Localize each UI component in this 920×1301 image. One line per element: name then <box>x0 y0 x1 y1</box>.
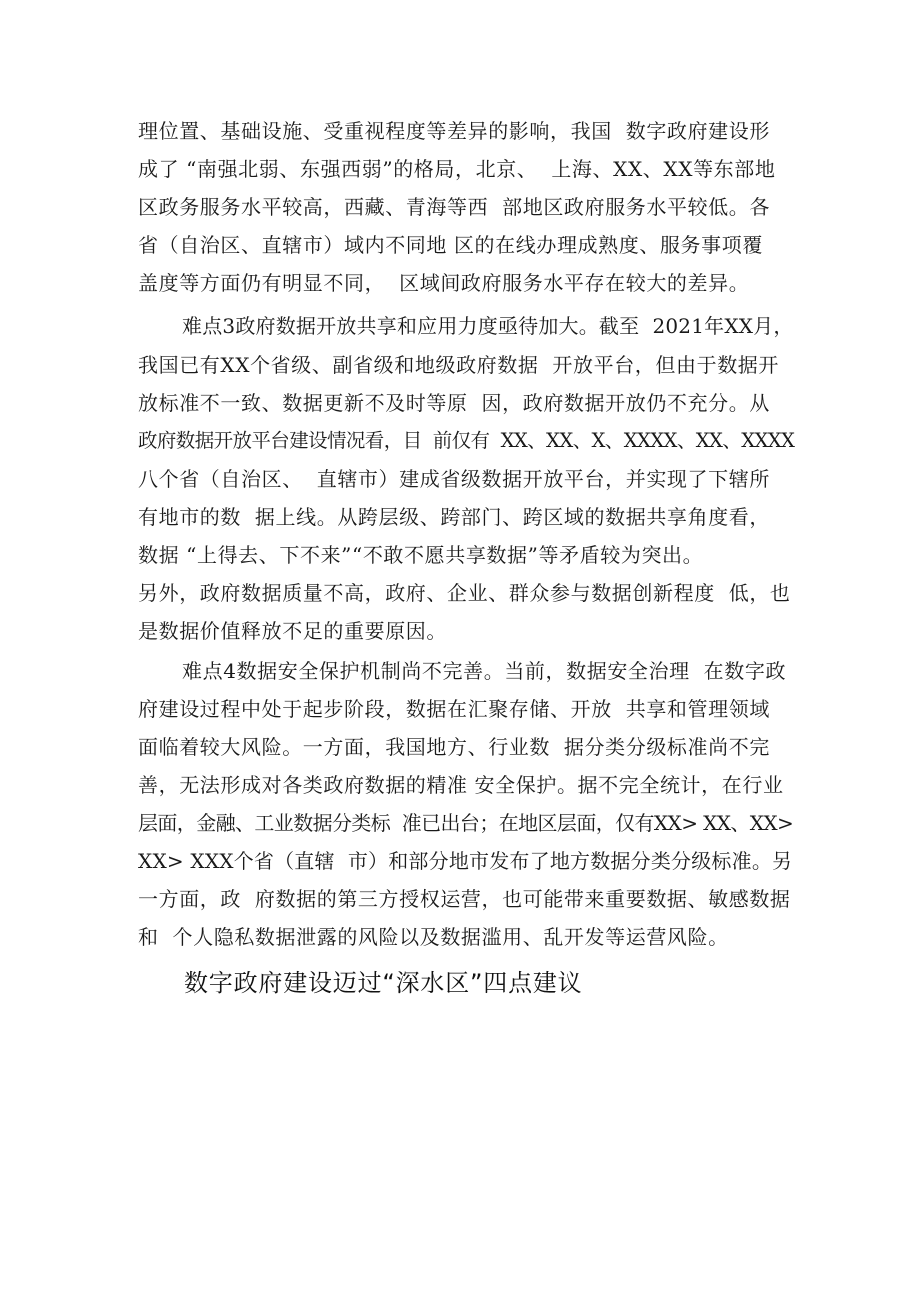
paragraph-1-line-5: 盖度等方面仍有明显不同， 区域间政府服务水平存在较大的差异。 <box>138 271 750 295</box>
paragraph-1-line-3: 区政务服务水平较高，西藏、青海等西 部地区政府服务水平较低。各 <box>138 195 770 219</box>
paragraph-3-line-5: 层面，金融、工业数据分类标 准已出台；在地区层面，仅有XX> XX、XX> <box>138 811 794 835</box>
paragraph-2-line-5: 八个省（自治区、 直辖市）建成省级数据开放平台，并实现了下辖所 <box>138 467 770 491</box>
paragraph-2-line-1: 难点3政府数据开放共享和应用力度亟待加大。截至 2021年XX月， <box>182 314 794 338</box>
paragraph-3-line-2: 府建设过程中处于起步阶段，数据在汇聚存储、开放 共享和管理领域 <box>138 697 770 721</box>
paragraph-3-line-4: 善，无法形成对各类政府数据的精准 安全保护。据不完全统计，在行业 <box>138 773 784 797</box>
section-heading: 数字政府建设迈过“深水区”四点建议 <box>184 969 583 997</box>
paragraph-2-line-7: 数据 “上得去、下不来”“不敢不愿共享数据”等矛盾较为突出。 <box>138 543 704 567</box>
paragraph-3-line-1: 难点4数据安全保护机制尚不完善。当前，数据安全治理 在数字政 <box>182 659 787 683</box>
paragraph-3-line-8: 和 个人隐私数据泄露的风险以及数据滥用、乱开发等运营风险。 <box>138 925 729 949</box>
paragraph-2-line-3: 放标准不一致、数据更新不及时等原 因，政府数据开放仍不充分。从 <box>138 391 770 415</box>
paragraph-1-line-1: 理位置、基础设施、受重视程度等差异的影响，我国 数字政府建设形 <box>138 119 770 143</box>
paragraph-1-line-4: 省（自治区、直辖市）域内不同地 区的在线办理成熟度、服务事项覆 <box>138 233 763 257</box>
paragraph-3-line-7: 一方面，政 府数据的第三方授权运营，也可能带来重要数据、敏感数据 <box>138 887 791 911</box>
paragraph-2-line-6: 有地市的数 据上线。从跨层级、跨部门、跨区域的数据共享角度看， <box>138 505 770 529</box>
paragraph-3-line-3: 面临着较大风险。一方面，我国地方、行业数 据分类分级标准尚不完 <box>138 735 770 759</box>
paragraph-2-line-9: 是数据价值释放不足的重要原因。 <box>138 619 447 643</box>
paragraph-2-line-4: 政府数据开放平台建设情况看，目 前仅有 XX、XX、X、XXXX、XX、XXXX <box>138 429 795 452</box>
paragraph-1-line-2: 成了 “南强北弱、东强西弱”的格局，北京、 上海、XX、XX等东部地 <box>138 157 776 181</box>
paragraph-3-line-6: XX> XXX个省（直辖 市）和部分地市发布了地方数据分类分级标准。另 <box>138 849 793 873</box>
paragraph-2-line-2: 我国已有XX个省级、副省级和地级政府数据 开放平台，但由于数据开 <box>138 353 779 377</box>
paragraph-2-line-8: 另外，政府数据质量不高，政府、企业、群众参与数据创新程度 低，也 <box>138 581 791 605</box>
